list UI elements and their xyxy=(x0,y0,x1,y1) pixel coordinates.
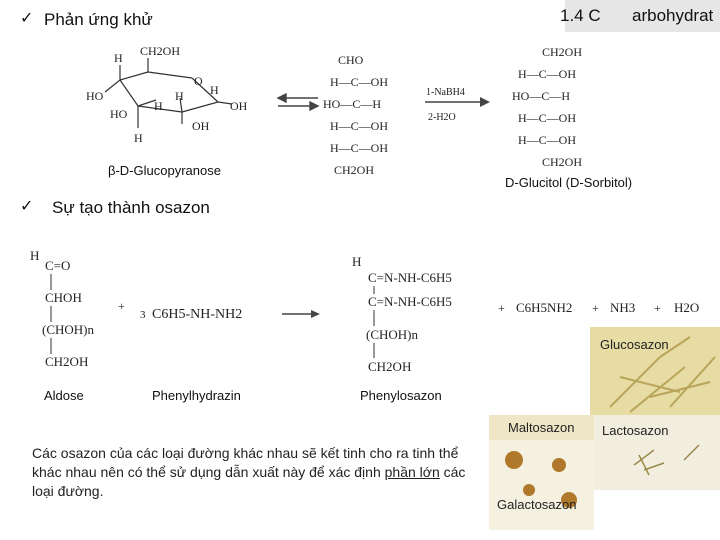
open-chain-line: HO—C—H xyxy=(323,97,382,111)
ring-h-right: H xyxy=(210,83,219,97)
product-line: CH2OH xyxy=(368,359,412,374)
sorbitol-line: H—C—OH xyxy=(518,111,577,125)
plus-sign: + xyxy=(118,299,125,313)
product-line: C=N-NH-C6H5 xyxy=(368,270,452,285)
ring-ch2oh: CH2OH xyxy=(140,44,181,58)
open-chain-glucose xyxy=(323,53,388,177)
glucopyranose-label: β-D-Glucopyranose xyxy=(108,163,221,178)
paragraph-underlined: phần lớn xyxy=(384,464,440,480)
aldose-structure xyxy=(30,248,94,369)
aldose-line: (CHOH)n xyxy=(42,322,94,337)
aldose-line: CHOH xyxy=(45,290,82,305)
heading-osazone: Sự tạo thành osazon xyxy=(52,198,210,217)
section-title: arbohydrat xyxy=(632,6,714,25)
open-chain-line: CH2OH xyxy=(334,163,375,177)
paragraph-text: Các osazon của các loại đường khác nhau sẽ kết tinh cho ra tinh thể khác nhau nên có thể sử dụng dẫn xuất này để xác định xyxy=(32,445,459,480)
galactosazon-label: Galactosazon xyxy=(497,497,577,512)
product-line: (CHOH)n xyxy=(366,327,418,342)
phenylosazon-label: Phenylosazon xyxy=(360,388,442,403)
sorbitol-line: H—C—OH xyxy=(518,133,577,147)
aldose-label: Aldose xyxy=(44,388,84,403)
section-number: 1.4 C xyxy=(560,6,601,25)
sorbitol-line: HO—C—H xyxy=(512,89,571,103)
lactosazon-label: Lactosazon xyxy=(602,423,669,438)
product-line: H xyxy=(352,254,362,269)
ammonia: NH3 xyxy=(610,300,636,315)
product-line: C=N-NH-C6H5 xyxy=(368,294,452,309)
description-paragraph xyxy=(32,444,472,501)
aldose-line: H xyxy=(30,248,40,263)
ring-h-bottom: H xyxy=(134,131,143,145)
reagent-2: 2-H2O xyxy=(428,112,456,123)
plus-sign: + xyxy=(592,301,599,315)
open-chain-line: H—C—OH xyxy=(330,75,389,89)
reagent-1: 1-NaBH4 xyxy=(426,87,465,98)
sorbitol-label: D-Glucitol (D-Sorbitol) xyxy=(505,175,633,190)
ring-ho-mid: HO xyxy=(110,107,128,121)
glucosazon-label: Glucosazon xyxy=(600,337,669,352)
maltosazon-label: Maltosazon xyxy=(508,420,575,435)
ring-o: O xyxy=(194,74,203,88)
open-chain-line: CHO xyxy=(338,53,364,67)
ring-h-mid1: H xyxy=(154,99,163,113)
open-chain-line: H—C—OH xyxy=(330,141,389,155)
ring-h-mid2: H xyxy=(175,89,184,103)
phenylhydrazin-label: Phenylhydrazin xyxy=(152,388,241,403)
sorbitol-line: CH2OH xyxy=(542,155,583,169)
ring-ho-left: HO xyxy=(86,89,104,103)
crystal-image xyxy=(489,440,594,530)
aniline: C6H5NH2 xyxy=(516,300,573,315)
ring-oh-bottom: OH xyxy=(192,119,210,133)
heading-reduction: Phản ứng khử xyxy=(44,10,153,29)
reagent-coefficient: 3 xyxy=(140,309,146,321)
aldose-line: C=O xyxy=(45,258,71,273)
osazone-product xyxy=(352,254,452,374)
ring-oh-right: OH xyxy=(230,99,248,113)
reduction-arrow xyxy=(425,87,490,123)
aldose-line: CH2OH xyxy=(45,354,89,369)
galactosazon-photo xyxy=(489,440,594,530)
plus-sign: + xyxy=(498,301,505,315)
water: H2O xyxy=(674,300,700,315)
plus-sign: + xyxy=(654,301,661,315)
paragraph-text-end: các loại đường. xyxy=(32,464,466,499)
open-chain-line: H—C—OH xyxy=(330,119,389,133)
osazone-arrow xyxy=(282,310,320,318)
equilibrium-arrows xyxy=(278,94,318,110)
phenylhydrazine-formula: C6H5-NH-NH2 xyxy=(152,307,243,322)
sorbitol-line: CH2OH xyxy=(542,45,583,59)
check-icon: ✓ xyxy=(20,196,34,215)
check-icon: ✓ xyxy=(20,8,34,27)
sorbitol xyxy=(512,45,582,169)
ring-h-top: H xyxy=(114,51,123,65)
sorbitol-line: H—C—OH xyxy=(518,67,577,81)
